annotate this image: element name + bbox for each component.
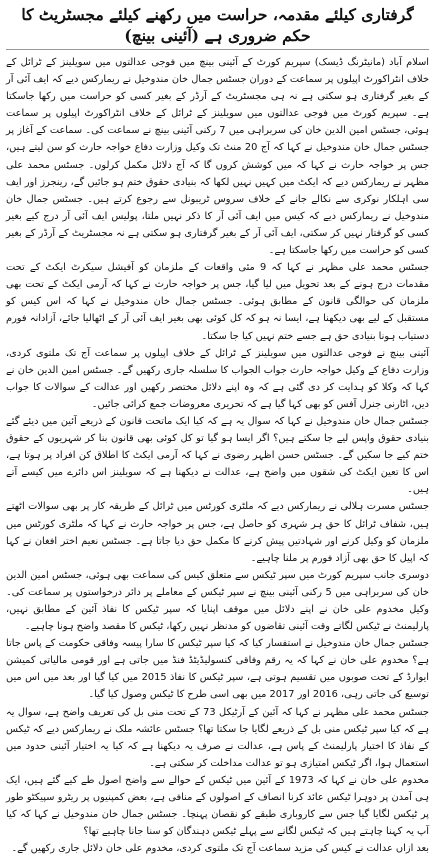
article-paragraph: مخدوم علی خان نے کہا کہ 1973 کے آئین میں ٹیکس کے حوالے سے واضح اصول طے کیے گئے ہیں، ایک ہی آمدن پر دوہرا ٹیکس عائد کرنا انصاف کے اصولوں کے منافی ہے، بعض کمپنیوں پر ریٹرو سپیکٹو طور پر ٹیکس لگایا گیا جس سے کاروباری طبقے کو نقصان پہنچا۔ جسٹس جمال خان مندوخیل نے کہا کہ کیا آپ یہ کہنا چاہتے ہیں کہ ٹیکس لگانے سے پہلے ٹیکس دہندگان کو سنا جانا چاہیے تھا؟ xyxy=(6,774,430,838)
article-paragraph: جسٹس جمال خان مندوخیل نے کہا کہ سوال یہ ہے کہ کیا ایک ماتحت قانون کے ذریعے آئین میں دیئے گئے بنیادی حقوق واپس لیے جا سکتے ہیں؟ اگر ایسا ہو گیا تو کل کوئی بھی قانون بنا کر شہریوں کے حقوق ختم کیے جا سکیں گے۔ جسٹس حسن اظہر رضوی نے کہا کہ آرمی ایکٹ کا اطلاق کن افراد پر ہوتا ہے، اس کا تعین ایکٹ کی شقوں میں واضح ہے، عدالت نے دیکھنا ہے کہ سویلینز اس دائرے میں کیسے آتے ہیں۔ xyxy=(6,415,429,496)
article-paragraph: بعد ازاں عدالت نے کیس کی مزید سماعت آج تک ملتوی کردی، مخدوم علی خان دلائل جاری رکھیں گے۔ xyxy=(11,843,429,855)
article-paragraph: جسٹس مسرت ہلالی نے ریمارکس دیے کہ ملٹری کورٹس میں ٹرائل کے طریقہ کار پر بھی سوالات اٹھتے ہیں، شفاف ٹرائل کا حق ہر شہری کو حاصل ہے، جس پر خواجہ حارث نے کہا کہ ملٹری کورٹس میں ملزمان کو وکیل کرنے اور شہادتیں پیش کرنے کا مکمل حق دیا جاتا ہے۔ جسٹس نعیم اختر افغان نے کہا کہ اپیل کا حق بھی آزاد فورم پر ملنا چاہیے۔ xyxy=(6,501,429,564)
article-paragraph: اسلام آباد (مانیٹرنگ ڈیسک) سپریم کورٹ کے آئینی بینچ میں فوجی عدالتوں میں سویلینز کے ٹرائل کے خلاف انٹراکورٹ اپیلوں پر سماعت کے دوران جسٹس جمال خان مندوخیل نے ریمارکس دیے کہ ایف آئی آر کے بغیر گرفتاری ہو سکتی ہے نہ ہی مجسٹریٹ کے آرڈر کے بغیر کسی کو حراست میں رکھا جاسکتا ہے۔ سپریم کورٹ میں فوجی عدالتوں میں سویلینز کے ٹرائل کے خلاف انٹراکورٹ اپیلوں پر سماعت ہوئی، جسٹس امین الدین خان کی سربراہی میں 7 رکنی آئینی بینچ نے سماعت کی۔ سماعت کے آغاز پر جسٹس جمال خان مندوخیل نے کہا کہ آج 20 منٹ تک وکیل وزارت دفاع خواجہ حارث کو سن لیتے ہیں، جس پر خواجہ حارث نے کہا کہ میں کوشش کروں گا کہ آج دلائل مکمل کرلوں۔ جسٹس محمد علی مظہر نے ریمارکس دیے کہ ایکٹ میں کہیں نہیں لکھا کہ بنیادی حقوق ختم ہو جائیں گے، رینجرز اور ایف سی اہلکار نوکری سے نکالے جانے کے خلاف سروس ٹریبونل سے رجوع کرتے ہیں۔ جسٹس جمال خان مندوخیل نے ریمارکس دیے کہ کیس میں ایف آئی آر کا ذکر نہیں ملتا، پولیس ایف آئی آر درج کیے بغیر کسی کو گرفتار نہیں کر سکتی، ایف آئی آر کے بغیر گرفتاری ہو سکتی ہے نہ مجسٹریٹ کے آرڈر کے بغیر کسی کو حراست میں رکھا جاسکتا ہے۔ xyxy=(6,57,430,257)
newspaper-clipping xyxy=(6,4,430,855)
headline: گرفتاری کیلئے مقدمہ، حراست میں رکھنے کیلئے مجسٹریٹ کا حکم ضروری ہے (آئینی بینچ) xyxy=(6,4,429,50)
article-body xyxy=(6,54,429,857)
article-paragraph: جسٹس محمد علی مظہر نے کہا کہ 9 مئی واقعات کے ملزمان کو آفیشل سیکرٹ ایکٹ کے تحت مقدمات درج ہونے کے بعد تحویل میں لیا گیا، جس پر خواجہ حارث نے کہا کہ آرمی ایکٹ کے تحت بھی ملزمان کی حوالگی قانون کے مطابق ہوئی۔ جسٹس جمال خان مندوخیل نے کہا کہ اس کیس کو مستقبل کے لیے بھی دیکھنا ہے، ایسا نہ ہو کہ کل کوئی بھی بغیر ایف آئی آر کے اٹھالیا جائے، آزادانہ فورم دستیاب ہونا بنیادی حق ہے جسے ختم نہیں کیا جا سکتا۔ xyxy=(6,262,429,342)
article-paragraph: آئینی بینچ نے فوجی عدالتوں میں سویلینز کے ٹرائل کے خلاف اپیلوں پر سماعت آج تک ملتوی کردی، وزارت دفاع کے وکیل خواجہ حارث جواب الجواب کا سلسلہ جاری رکھیں گے۔ جسٹس امین الدین خان نے کہا کہ وکلا کو ہدایت کر دی گئی ہے کہ وہ اپنے دلائل مختصر رکھیں اور عدالت کے سوالات کا جواب دیں، اٹارنی جنرل آفس کو بھی کہا گیا ہے کہ تحریری معروضات جمع کرائی جائیں۔ xyxy=(6,347,429,410)
article-paragraph: جسٹس جمال خان مندوخیل نے استفسار کیا کہ کیا سپر ٹیکس کا سارا پیسہ وفاقی حکومت کے پاس جاتا ہے؟ مخدوم علی خان نے کہا کہ یہ رقم وفاقی کنسولیڈیٹڈ فنڈ میں جاتی ہے اور قومی مالیاتی کمیشن ایوارڈ کے تحت صوبوں میں تقسیم ہوتی ہے، سپر ٹیکس کا نفاذ 2015 میں کیا گیا اور بعد میں اس میں توسیع کی جاتی رہی، 2016 اور 2017 میں بھی اسی طرح کا ٹیکس وصول کیا گیا۔ xyxy=(6,638,429,701)
article-paragraph: دوسری جانب سپریم کورٹ میں سپر ٹیکس سے متعلق کیس کی سماعت بھی ہوئی، جسٹس امین الدین خان کی سربراہی میں 5 رکنی آئینی بینچ نے سپر ٹیکس کے معاملے پر دائر درخواستوں پر سماعت کی۔ وکیل مخدوم علی خان نے اپنے دلائل میں موقف اپنایا کہ سپر ٹیکس کا نفاذ آئین کے مطابق نہیں، پارلیمنٹ نے ٹیکس لگاتے وقت آئینی تقاضوں کو مدنظر نہیں رکھا، ٹیکس کا مقصد واضح ہونا چاہیے۔ xyxy=(6,569,429,633)
article-paragraph: جسٹس محمد علی مظہر نے کہا کہ آئین کے آرٹیکل 73 کے تحت منی بل کی تعریف واضح ہے، سوال یہ ہے کہ کیا سپر ٹیکس منی بل کے ذریعے لگایا جا سکتا تھا؟ جسٹس عائشہ ملک نے ریمارکس دیے کہ ٹیکس کے نفاذ کا اختیار پارلیمنٹ کے پاس ہے، عدالت نے صرف یہ دیکھنا ہے کہ کیا یہ اختیار آئینی حدود میں استعمال ہوا، اگر ٹیکس امتیازی ہو تو عدالت مداخلت کر سکتی ہے۔ xyxy=(6,706,429,769)
